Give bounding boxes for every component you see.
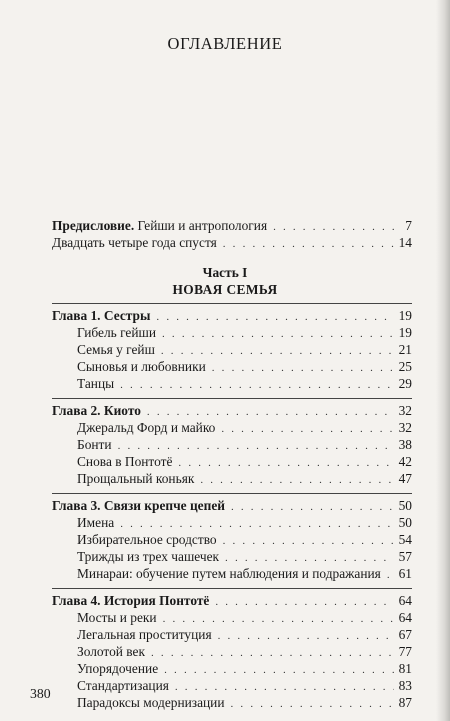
toc-section[interactable] (52, 341, 412, 358)
toc-chapter[interactable] (52, 497, 412, 514)
toc-section[interactable] (52, 358, 412, 375)
leader-dots (231, 499, 394, 516)
toc-section-title: Снова в Понтотё (77, 454, 173, 469)
toc-page-number: 67 (398, 627, 412, 642)
toc-entry-preface[interactable] (52, 217, 412, 234)
leader-dots (200, 472, 394, 489)
toc-page-number: 77 (398, 644, 412, 659)
toc-page-number: 38 (398, 437, 412, 452)
toc-section[interactable] (52, 565, 412, 582)
leader-dots (162, 326, 394, 343)
toc-section[interactable] (52, 677, 412, 694)
toc-section-title: Бонти (77, 437, 112, 452)
toc-page-number: 42 (398, 454, 412, 469)
toc-chapter[interactable] (52, 307, 412, 324)
leader-dots (178, 455, 394, 472)
toc-section[interactable] (52, 470, 412, 487)
toc-page-number: 54 (398, 532, 412, 547)
toc-section[interactable] (52, 694, 412, 711)
leader-dots (223, 236, 394, 253)
toc-page-number: 64 (398, 593, 412, 608)
toc-section[interactable] (52, 375, 412, 392)
toc-section-title: Прощальный коньяк (77, 471, 195, 486)
toc-section-title: Золотой век (77, 644, 146, 659)
leader-dots (221, 421, 394, 438)
toc-section[interactable] (52, 531, 412, 548)
toc-page-number: 87 (398, 695, 412, 710)
toc-page-number: 25 (398, 359, 412, 374)
toc-page-number: 50 (398, 515, 412, 530)
leader-dots (156, 309, 394, 326)
toc-section[interactable] (52, 419, 412, 436)
toc-section-title: Легальная проституция (77, 627, 212, 642)
toc-section-title: Парадоксы модернизации (77, 695, 225, 710)
leader-dots (120, 377, 394, 394)
toc-chapter-title: Глава 4. История Понтотё (52, 593, 210, 608)
toc-page-number: 81 (398, 661, 412, 676)
part-label: Часть I (202, 265, 248, 280)
toc-chapter-title: Глава 1. Сестры (52, 308, 151, 323)
page-title: ОГЛАВЛЕНИЕ (167, 34, 283, 53)
toc-chapter[interactable] (52, 402, 412, 419)
toc-page-number: 32 (398, 420, 412, 435)
toc-section[interactable] (52, 514, 412, 531)
page-number: 380 (30, 686, 51, 701)
page-gutter-shadow (436, 0, 450, 721)
toc-page-number: 61 (398, 566, 412, 581)
toc-section[interactable] (52, 453, 412, 470)
toc-page-number: 29 (398, 376, 412, 391)
toc-section[interactable] (52, 436, 412, 453)
toc-page-number: 19 (398, 325, 412, 340)
toc-page-number: 14 (398, 235, 412, 250)
toc-section[interactable] (52, 609, 412, 626)
toc-section[interactable] (52, 626, 412, 643)
chapter-rule (52, 493, 412, 494)
toc-section[interactable] (52, 548, 412, 565)
toc-page-number: 57 (398, 549, 412, 564)
toc-section[interactable] (52, 643, 412, 660)
toc-section-title: Мосты и реки (77, 610, 157, 625)
toc-page-number: 19 (398, 308, 412, 323)
toc-section[interactable] (52, 324, 412, 341)
toc-section-title: Упорядочение (77, 661, 159, 676)
leader-dots (218, 628, 394, 645)
toc-page-number: 21 (398, 342, 412, 357)
leader-dots (164, 662, 394, 679)
leader-dots (387, 567, 394, 584)
toc-section-title: Сыновья и любовники (77, 359, 206, 374)
leader-dots (215, 594, 394, 611)
toc-section-title: Гибель гейши (77, 325, 157, 340)
toc-page-number: 50 (398, 498, 412, 513)
chapter-rule (52, 303, 412, 304)
toc-page-number: 47 (398, 471, 412, 486)
toc-section-title: Джеральд Форд и майко (77, 420, 216, 435)
toc-section-title: Имена (77, 515, 115, 530)
toc-section[interactable] (52, 660, 412, 677)
part-title: НОВАЯ СЕМЬЯ (172, 282, 278, 297)
toc-section-title: Минараи: обучение путем наблюдения и подражания (77, 566, 381, 581)
leader-dots (231, 696, 394, 713)
leader-dots (151, 645, 394, 662)
leader-dots (212, 360, 394, 377)
toc-section-title: Избирательное сродство (77, 532, 217, 547)
toc-entry-afterword[interactable] (52, 234, 412, 251)
toc-entry-bold: Предисловие. (52, 218, 135, 233)
toc-entry-label: Двадцать четыре года спустя (52, 235, 217, 250)
toc-section-title: Семья у гейш (77, 342, 155, 357)
leader-dots (223, 533, 394, 550)
toc-section-title: Танцы (77, 376, 115, 391)
toc-section-title: Трижды из трех чашечек (77, 549, 220, 564)
toc-section-title: Стандартизация (77, 678, 169, 693)
toc-chapter-title: Глава 3. Связи крепче цепей (52, 498, 225, 513)
toc-page-number: 64 (398, 610, 412, 625)
chapter-list (52, 303, 412, 711)
toc-entry-label: Гейши и антропология (134, 218, 268, 233)
toc-page-number: 83 (398, 678, 412, 693)
front-matter (52, 217, 412, 251)
toc-page-number: 32 (398, 403, 412, 418)
leader-dots (273, 219, 394, 236)
chapter-rule (52, 398, 412, 399)
toc-chapter-title: Глава 2. Киото (52, 403, 141, 418)
toc-chapter[interactable] (52, 592, 412, 609)
chapter-rule (52, 588, 412, 589)
toc-page-number: 7 (405, 218, 412, 233)
